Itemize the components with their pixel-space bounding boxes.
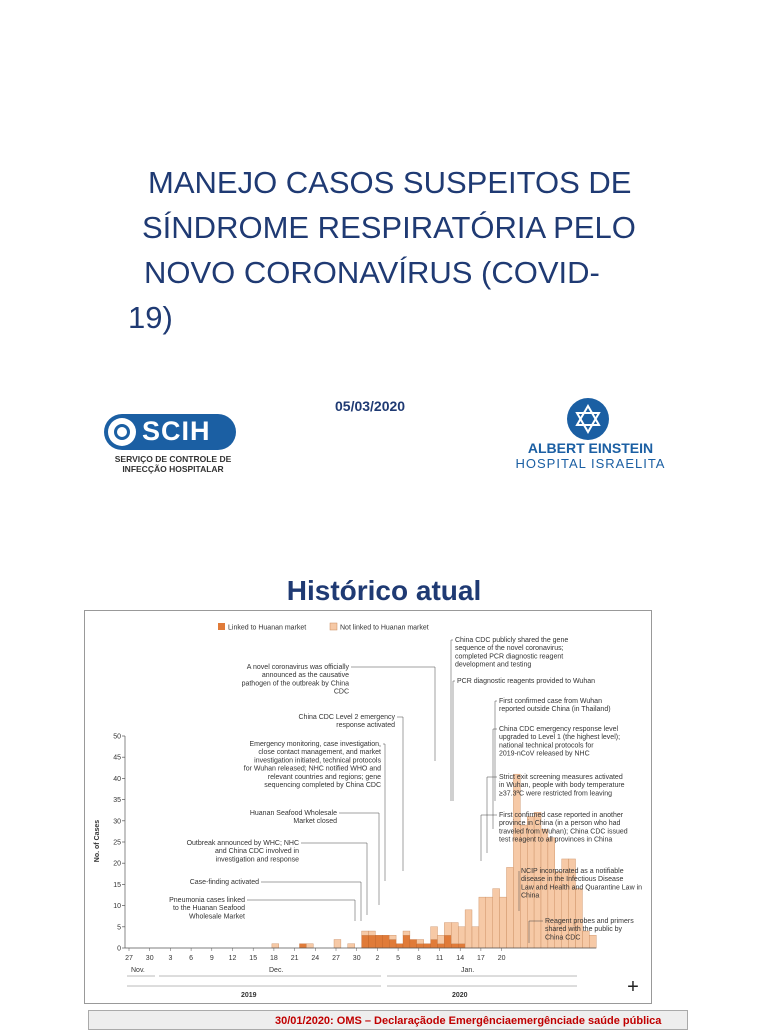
x-axis <box>125 948 596 999</box>
annotation-line: shared with the public by <box>545 926 623 934</box>
bar-not-linked <box>272 944 279 948</box>
einstein-name: ALBERT EINSTEIN <box>527 440 654 456</box>
year-label: 2019 <box>241 992 257 999</box>
y-tick-label: 25 <box>113 839 121 847</box>
bar-linked <box>438 944 445 948</box>
legend-label-linked: Linked to Huanan market <box>228 624 307 632</box>
annotation-line: ≥37.3ºC were restricted from leaving <box>499 790 612 798</box>
annotation-line: NCIP incorporated as a notifiable <box>521 868 624 875</box>
annotation-line: Reagent probes and primers <box>545 918 634 925</box>
bar-linked <box>362 935 369 948</box>
annotation-leader <box>339 813 379 905</box>
x-tick-label: 15 <box>249 955 258 962</box>
bar-not-linked <box>486 897 493 948</box>
legend-swatch-linked <box>218 623 225 630</box>
annotation-line: upgraded to Level 1 (the highest level); <box>499 734 621 742</box>
title-line-2: SÍNDROME RESPIRATÓRIA PELO <box>142 210 636 245</box>
bar-not-linked <box>431 927 438 940</box>
x-tick-label: 5 <box>396 955 401 962</box>
y-axis-label: No. of Cases <box>94 819 101 863</box>
bar-not-linked <box>582 931 589 948</box>
annotation-leader <box>481 815 497 861</box>
annotation-line: Case-finding activated <box>189 879 259 886</box>
epidemic-curve-figure <box>84 610 652 1004</box>
annotation-line: sequence of the novel coronavirus; <box>455 645 564 653</box>
annotation-line: close contact management, and market <box>258 749 381 757</box>
annotation-leader <box>397 717 403 871</box>
footer-text: 30/01/2020: OMS – Declaraçãode Emergênciaemergênciade saúde pública <box>275 1015 662 1027</box>
annotation-line: investigation and response <box>215 856 299 864</box>
y-tick-label: 5 <box>117 924 121 932</box>
x-tick-label: 30 <box>352 955 361 962</box>
annotation-leader <box>383 744 385 881</box>
x-tick-label: 8 <box>416 955 421 962</box>
annotation-leader <box>247 900 355 921</box>
slide-title <box>128 160 636 340</box>
annotation-line: 2019-nCoV released by NHC <box>499 750 590 758</box>
annotation-line: Market closed <box>293 818 337 826</box>
scih-subtitle-line-1: SERVIÇO DE CONTROLE DE <box>114 454 232 464</box>
annotation-leader <box>453 681 455 801</box>
annotation-line: Huanan Seafood Wholesale <box>249 810 337 817</box>
annotation-line: China CDC publicly shared the gene <box>455 637 569 644</box>
annotation-line: national technical protocols for <box>499 742 594 750</box>
epidemic-curve-chart <box>85 611 653 1005</box>
y-tick-label: 10 <box>113 903 121 911</box>
bar-not-linked <box>389 935 396 939</box>
x-tick-label: 20 <box>497 955 506 962</box>
scih-emblem-icon <box>108 418 136 446</box>
scih-subtitle-line-2: INFECÇÃO HOSPITALAR <box>122 464 224 474</box>
x-tick-label: 3 <box>168 955 173 962</box>
bar-not-linked <box>500 897 507 948</box>
annotation-line: China CDC Level 2 emergency <box>298 714 395 721</box>
annotation-line: Outbreak announced by WHC; NHC <box>186 840 299 847</box>
annotation-line: province in China (in a person who had <box>499 820 621 828</box>
bar-not-linked <box>465 910 472 948</box>
annotation-line: PCR diagnostic reagents provided to Wuhan <box>457 678 596 685</box>
bar-not-linked <box>513 774 520 948</box>
x-tick-label: 30 <box>145 955 154 962</box>
annotation-line: relevant countries and regions; gene <box>267 773 381 781</box>
annotation-line: completed PCR diagnostic reagent <box>455 653 564 661</box>
scih-logo-text: SCIH <box>142 416 211 446</box>
annotation-line: Strict exit screening measures activated <box>499 774 623 781</box>
annotation-line: traveled from Wuhan); China CDC issued <box>499 828 628 836</box>
einstein-logo <box>508 396 673 476</box>
year-label: 2020 <box>452 992 468 999</box>
bar-linked <box>444 935 451 948</box>
annotation-line: development and testing <box>455 661 532 669</box>
annotation-line: Wholesale Market <box>188 913 245 921</box>
annotation-line: Pneumonia cases linked <box>169 897 245 904</box>
annotation-line: China <box>521 892 540 900</box>
section-title: Histórico atual <box>286 575 482 606</box>
bar-not-linked <box>348 944 355 948</box>
bar-linked <box>458 944 465 948</box>
legend-label-not-linked: Not linked to Huanan market <box>340 624 429 632</box>
scih-badge <box>104 414 236 450</box>
annotation-line: response activated <box>336 722 395 730</box>
x-tick-label: 18 <box>270 955 278 962</box>
annotation-line: test reagent to all provinces in China <box>499 836 613 844</box>
annotation-line: CDC <box>333 688 349 696</box>
title-line-3: NOVO CORONAVÍRUS (COVID- <box>144 255 600 290</box>
bar-linked <box>389 940 396 948</box>
month-label: Nov. <box>131 967 145 974</box>
annotation-line: to the Huanan Seafood <box>172 905 245 913</box>
bar-linked <box>375 935 382 948</box>
annotation-line: First confirmed case from Wuhan <box>499 698 602 705</box>
x-tick-label: 11 <box>435 955 444 962</box>
bar-not-linked <box>369 931 376 935</box>
annotation-line: for Wuhan released; NHC notified WHO and <box>243 765 381 773</box>
bar-linked <box>300 944 307 948</box>
annotation-line: Emergency monitoring, case investigation, <box>249 741 381 748</box>
footer-banner <box>88 1010 688 1030</box>
annotation-line: China CDC <box>545 934 581 942</box>
bar-not-linked <box>438 935 445 943</box>
legend-swatch-not-linked <box>330 623 337 630</box>
star-of-david-icon <box>567 398 609 440</box>
x-tick-label: 17 <box>477 955 485 962</box>
y-tick-label: 15 <box>113 881 121 889</box>
bar-not-linked <box>451 923 458 944</box>
annotation-line: and China CDC involved in <box>214 848 299 856</box>
annotation-line: China CDC emergency response level <box>499 726 619 733</box>
bar-not-linked <box>507 867 514 948</box>
x-tick-label: 24 <box>311 955 320 962</box>
y-tick-label: 0 <box>117 945 121 953</box>
y-tick-label: 45 <box>113 754 121 762</box>
annotation-line: Law and Health and Quarantine Law in <box>521 884 643 892</box>
annotation <box>169 897 355 921</box>
expand-plus-icon[interactable]: + <box>627 976 639 998</box>
bar-linked <box>382 935 389 948</box>
x-tick-label: 6 <box>189 955 194 962</box>
bar-not-linked <box>493 889 500 948</box>
bar-linked <box>403 935 410 948</box>
annotation-leader <box>495 701 497 801</box>
scih-subtitle <box>106 454 240 474</box>
bar-not-linked <box>306 944 313 948</box>
bar-linked <box>396 944 403 948</box>
bar-not-linked <box>403 931 410 935</box>
y-tick-label: 50 <box>113 733 121 741</box>
bar-not-linked <box>444 923 451 936</box>
month-label: Dec. <box>269 967 284 974</box>
x-tick-label: 9 <box>209 955 214 962</box>
bar-not-linked <box>589 935 596 948</box>
y-axis <box>113 734 125 953</box>
annotation-line: in Wuhan, people with body temperature <box>499 782 625 790</box>
bar-not-linked <box>479 897 486 948</box>
einstein-hospital: HOSPITAL ISRAELITA <box>515 456 666 471</box>
y-tick-label: 30 <box>113 818 121 826</box>
bar-not-linked <box>334 940 341 948</box>
bar-not-linked <box>417 940 424 944</box>
bar-linked <box>417 944 424 948</box>
bar-linked <box>410 940 417 948</box>
x-tick-label: 14 <box>456 955 465 962</box>
x-tick-label: 27 <box>332 955 340 962</box>
title-line-1: MANEJO CASOS SUSPEITOS DE <box>148 165 632 200</box>
annotation-leader <box>261 882 361 921</box>
bar-linked <box>451 944 458 948</box>
bar-linked <box>431 940 438 948</box>
scih-logo <box>104 414 244 484</box>
annotation-leader <box>451 640 453 801</box>
bar-linked <box>424 944 431 948</box>
bar-not-linked <box>362 931 369 935</box>
annotation-leader <box>301 843 367 915</box>
title-line-4: 19) <box>128 300 173 335</box>
annotation-line: First confirmed case reported in another <box>499 812 624 819</box>
month-label: Jan. <box>461 967 475 974</box>
annotation-line: sequencing completed by China CDC <box>264 782 381 789</box>
bar-not-linked <box>458 927 465 944</box>
y-tick-label: 35 <box>113 797 121 805</box>
annotation-line: pathogen of the outbreak by China <box>241 680 349 688</box>
x-tick-label: 2 <box>375 955 380 962</box>
x-tick-label: 12 <box>228 955 237 962</box>
x-tick-label: 21 <box>290 955 299 962</box>
bar-not-linked <box>472 927 479 948</box>
annotation <box>299 714 404 871</box>
y-tick-label: 40 <box>113 775 121 783</box>
bar-linked <box>369 935 376 948</box>
x-tick-label: 27 <box>125 955 133 962</box>
annotation-line: reported outside China (in Thailand) <box>499 706 611 714</box>
chart-legend <box>218 623 429 632</box>
annotation-line: investigation initiated, technical protocols <box>254 757 381 765</box>
annotation-line: A novel coronavirus was officially <box>246 664 349 671</box>
annotation-line: disease in the Infectious Disease <box>521 876 624 884</box>
slide-date: 05/03/2020 <box>335 398 406 414</box>
annotation-line: announced as the causative <box>261 672 349 680</box>
y-tick-label: 20 <box>113 860 121 868</box>
